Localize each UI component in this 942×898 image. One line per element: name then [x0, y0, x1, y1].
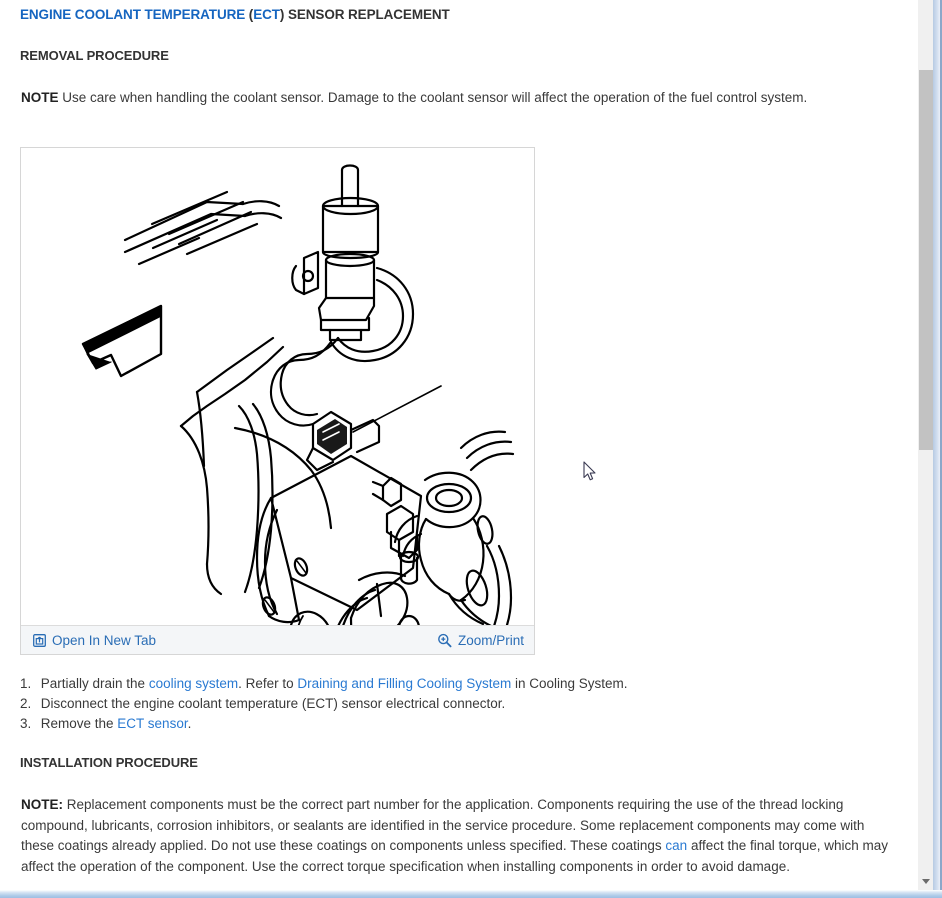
note-installation-text-1: Replacement components must be the correct part number for the application. Components requiring the use of the thread locking compound, lubricants, corrosion inhibitors, or sealants are identified in the service procedure. Some replacement components may come with these coatings already applied. Do not use these coatings on components unless specified. These coatings	[21, 797, 865, 853]
magnifier-plus-icon	[437, 633, 452, 648]
step-text-1: Remove the	[37, 716, 118, 731]
page-title-part-blue-1: ENGINE COOLANT TEMPERATURE	[20, 7, 246, 22]
step-text-3: in Cooling System.	[511, 676, 628, 691]
link-draining-and-filling-cooling-system[interactable]: Draining and Filling Cooling System	[297, 676, 512, 691]
step-text-2: .	[187, 716, 192, 731]
list-item	[20, 674, 880, 694]
zoom-print-label: Zoom/Print	[457, 632, 524, 648]
open-in-new-tab-button[interactable]	[33, 633, 156, 648]
open-in-new-tab-label: Open In New Tab	[52, 632, 157, 648]
zoom-print-button[interactable]	[437, 633, 524, 648]
vertical-scrollbar[interactable]	[917, 0, 933, 890]
procedure-step-list	[20, 674, 880, 734]
step-number: 3.	[20, 716, 32, 731]
chevron-down-icon	[922, 879, 930, 884]
figure-image[interactable]	[21, 148, 534, 625]
list-item	[20, 694, 880, 714]
link-cooling-system[interactable]: cooling system	[148, 676, 239, 691]
window-bottom-edge	[0, 890, 942, 898]
step-text-1: Partially drain the	[37, 676, 149, 691]
link-can[interactable]: can	[665, 838, 688, 853]
step-number: 1.	[20, 676, 32, 691]
section-heading-removal: REMOVAL PROCEDURE	[20, 48, 169, 63]
page-title-paren-open: (	[245, 7, 254, 22]
page-title	[20, 7, 450, 22]
external-link-icon	[33, 634, 46, 647]
figure-toolbar	[21, 625, 534, 654]
note-removal-text: Use care when handling the coolant sensor. Damage to the coolant sensor will affect the operation of the fuel control system.	[58, 90, 808, 105]
section-heading-installation: INSTALLATION PROCEDURE	[20, 755, 198, 770]
note-installation-text-2: affect the final torque, which may affect the operation of the component. Use the correct torque specification when installing components in order to avoid damage.	[21, 838, 889, 874]
note-installation	[21, 795, 897, 877]
step-number: 2.	[20, 696, 32, 711]
page-title-part-dark: SENSOR REPLACEMENT	[287, 7, 450, 22]
note-installation-label: NOTE:	[21, 797, 63, 812]
note-removal	[21, 88, 901, 108]
step-text-1: Disconnect the engine coolant temperature (ECT) sensor electrical connector.	[37, 696, 506, 711]
page-title-part-blue-2: ECT	[253, 7, 280, 22]
note-removal-label: NOTE	[21, 90, 59, 105]
scrollbar-thumb[interactable]	[919, 70, 933, 450]
list-item	[20, 714, 880, 734]
link-ect-sensor[interactable]: ECT sensor	[117, 716, 188, 731]
step-text-2: . Refer to	[238, 676, 298, 691]
scrollbar-down-button[interactable]	[918, 873, 934, 890]
page-title-paren-close: )	[279, 7, 288, 22]
figure-container	[20, 147, 535, 655]
